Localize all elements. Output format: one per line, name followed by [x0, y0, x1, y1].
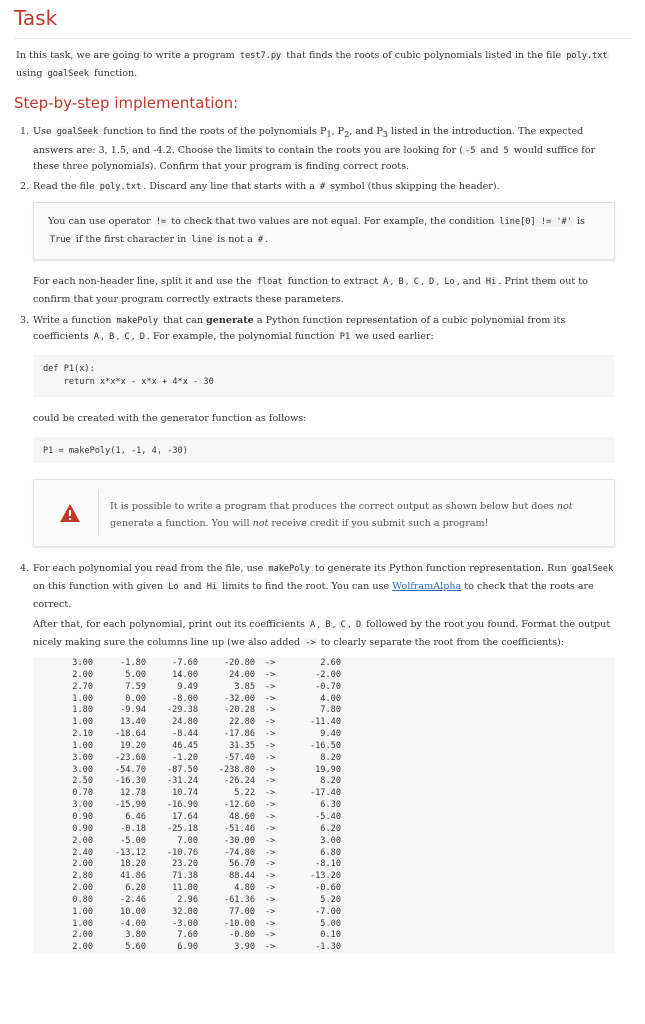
- table-cell: 7.59: [125, 681, 146, 692]
- table-cell: -2.46: [120, 894, 146, 905]
- table-cell: 0.90: [72, 811, 93, 822]
- table-cell-spacer: [341, 907, 615, 919]
- goalseek-name: goalSeek: [47, 69, 89, 79]
- table-cell: -0.70: [315, 681, 341, 692]
- table-cell: 24.00: [229, 669, 255, 680]
- split-instructions: For each non-header line, split it and use the float function to extract A , B , C , D , Lo , and Hi . Print them out to confirm that your program correctly extracts these parameters.: [33, 276, 588, 305]
- table-cell: 7.00: [177, 835, 198, 846]
- warning-icon: [59, 503, 81, 523]
- table-cell: -31.24: [166, 776, 198, 787]
- table-row: [33, 895, 615, 907]
- table-cell-spacer: [341, 729, 615, 741]
- table-cell: ->: [264, 717, 276, 728]
- table-row: [33, 682, 615, 694]
- table-cell: ->: [264, 669, 276, 680]
- table-cell: 0.70: [72, 788, 93, 799]
- table-cell: ->: [264, 658, 276, 668]
- table-cell: -57.40: [223, 752, 255, 763]
- table-cell: -74.80: [223, 847, 255, 858]
- table-cell: 0.10: [320, 930, 341, 941]
- table-cell: 3.00: [72, 764, 93, 775]
- table-cell: 71.38: [172, 871, 198, 882]
- title-divider: [14, 38, 631, 39]
- table-row: [33, 717, 615, 729]
- table-cell: -51.46: [223, 823, 255, 834]
- table-cell: -3.00: [172, 918, 198, 929]
- table-cell: -16.50: [309, 740, 341, 751]
- table-row: [33, 883, 615, 895]
- table-cell-spacer: [341, 670, 615, 682]
- table-cell: 3.90: [234, 942, 255, 953]
- table-cell: 19.90: [315, 764, 341, 775]
- table-row: [33, 765, 615, 777]
- table-cell: 1.00: [72, 906, 93, 917]
- table-cell: -1.20: [172, 752, 198, 763]
- table-cell-spacer: [341, 694, 615, 706]
- table-cell: -32.00: [223, 693, 255, 704]
- table-cell: 3.00: [72, 658, 93, 668]
- table-cell-spacer: [341, 812, 615, 824]
- table-cell: 6.30: [320, 800, 341, 811]
- table-cell-spacer: [341, 753, 615, 765]
- table-cell: 14.00: [172, 669, 198, 680]
- table-row: [33, 942, 615, 954]
- table-cell-spacer: [341, 717, 615, 729]
- table-cell: -23.60: [114, 752, 146, 763]
- table-cell: 2.70: [72, 681, 93, 692]
- table-row: [33, 907, 615, 919]
- program-filename: test7.py: [239, 51, 282, 61]
- table-cell: 3.00: [320, 835, 341, 846]
- table-cell: -17.86: [223, 729, 255, 740]
- table-cell: 2.80: [72, 871, 93, 882]
- table-row: [33, 812, 615, 824]
- table-cell: -0.80: [229, 930, 255, 941]
- table-row: [33, 871, 615, 883]
- table-cell: 6.90: [177, 942, 198, 953]
- table-cell-spacer: [341, 705, 615, 717]
- table-cell: 8.20: [320, 752, 341, 763]
- table-cell: 18.20: [120, 859, 146, 870]
- table-cell: -7.60: [172, 658, 198, 668]
- operator-note: You can use operator != to check that two values are not equal. For example, the condition line[0] != '#' is True if the first character in line is not a # .: [33, 202, 615, 260]
- table-cell: 0.90: [72, 823, 93, 834]
- table-cell: 9.49: [177, 681, 198, 692]
- table-cell: 2.00: [72, 669, 93, 680]
- table-cell: 13.40: [120, 717, 146, 728]
- table-cell: 2.00: [72, 835, 93, 846]
- table-cell-spacer: [341, 800, 615, 812]
- table-cell: ->: [264, 788, 276, 799]
- table-cell: -13.20: [309, 871, 341, 882]
- table-cell: -15.90: [114, 800, 146, 811]
- table-cell: 5.60: [125, 942, 146, 953]
- table-cell: ->: [264, 752, 276, 763]
- results-table: [33, 658, 615, 954]
- table-cell: -25.18: [166, 823, 198, 834]
- table-cell: ->: [264, 859, 276, 870]
- code-block-p1-definition: def P1(x): return x*x*x - x*x + 4*x - 30: [33, 355, 615, 397]
- table-cell: -0.18: [120, 823, 146, 834]
- table-cell: ->: [264, 729, 276, 740]
- table-cell: ->: [264, 764, 276, 775]
- table-cell: 2.00: [72, 942, 93, 953]
- table-cell: -11.40: [309, 717, 341, 728]
- table-cell: ->: [264, 871, 276, 882]
- table-cell: ->: [264, 693, 276, 704]
- table-cell: 11.00: [172, 883, 198, 894]
- table-cell: -2.00: [315, 669, 341, 680]
- table-cell-spacer: [341, 682, 615, 694]
- table-cell: 77.00: [229, 906, 255, 917]
- table-cell: 5.00: [320, 918, 341, 929]
- table-cell: ->: [264, 930, 276, 941]
- table-row: [33, 919, 615, 931]
- table-row: [33, 859, 615, 871]
- table-cell: ->: [264, 705, 276, 716]
- table-cell: 46.45: [172, 740, 198, 751]
- table-cell: 4.80: [234, 883, 255, 894]
- table-cell: 3.00: [72, 752, 93, 763]
- table-cell-spacer: [341, 895, 615, 907]
- intro-paragraph: In this task, we are going to write a program test7.py that finds the roots of cubic polynomials listed in the file poly.txt using goalSeek function.: [16, 50, 608, 79]
- warning-text: It is possible to write a program that produces the correct output as shown below but does not generate a function. You will not receive credit if you submit such a program!: [110, 501, 573, 529]
- table-cell: 2.10: [72, 729, 93, 740]
- table-cell-spacer: [341, 848, 615, 860]
- table-cell: ->: [264, 942, 276, 953]
- table-cell: -29.38: [166, 705, 198, 716]
- table-cell: 56.70: [229, 859, 255, 870]
- table-row: [33, 800, 615, 812]
- table-cell: ->: [264, 811, 276, 822]
- table-cell: ->: [264, 800, 276, 811]
- table-cell: -10.00: [223, 918, 255, 929]
- table-cell: ->: [264, 681, 276, 692]
- table-cell-spacer: [341, 859, 615, 871]
- table-row: [33, 729, 615, 741]
- table-cell: 10.74: [172, 788, 198, 799]
- table-cell-spacer: [341, 776, 615, 788]
- page-title: Task: [14, 6, 58, 30]
- table-cell: ->: [264, 894, 276, 905]
- table-cell-spacer: [341, 765, 615, 777]
- table-cell: ->: [264, 847, 276, 858]
- table-cell: 9.40: [320, 729, 341, 740]
- table-cell: -30.00: [223, 835, 255, 846]
- table-cell: 0.80: [72, 894, 93, 905]
- table-cell: 24.80: [172, 717, 198, 728]
- table-row: [33, 670, 615, 682]
- table-cell: -4.00: [120, 918, 146, 929]
- table-cell: -17.40: [309, 788, 341, 799]
- table-cell: ->: [264, 918, 276, 929]
- table-cell: ->: [264, 883, 276, 894]
- table-cell: -18.64: [114, 729, 146, 740]
- table-row: [33, 788, 615, 800]
- step-3: 3. Write a function makePoly that can generate a Python function representation of a cubic polynomial from its coefficients A , B , C , D . For example, the polynomial function P1 we used earlier:: [20, 315, 566, 342]
- table-cell: 6.80: [320, 847, 341, 858]
- step-1: 1. Use goalSeek function to find the roots of the polynomials $P_1$, $P_2$, and $P_3$ listed in the introduction. The expected answers are: 3, 1.5, and -4.2. Choose the limits to contain the roots you are looking for ( -5 and 5 would suffice for these three polynomials). Confirm that your program is finding correct roots.: [20, 126, 596, 172]
- table-cell: 12.78: [120, 788, 146, 799]
- table-cell: -10.76: [166, 847, 198, 858]
- table-cell-spacer: [341, 658, 615, 670]
- data-filename: poly.txt: [566, 51, 608, 61]
- table-cell: -20.80: [223, 658, 255, 668]
- table-cell-spacer: [341, 942, 615, 954]
- table-cell: 2.50: [72, 776, 93, 787]
- table-cell-spacer: [341, 883, 615, 895]
- table-cell: 5.20: [320, 894, 341, 905]
- table-cell: 6.46: [125, 811, 146, 822]
- table-cell: 88.44: [229, 871, 255, 882]
- table-cell: -61.36: [223, 894, 255, 905]
- section-heading: Step-by-step implementation:: [14, 94, 239, 112]
- table-cell: ->: [264, 823, 276, 834]
- table-cell: 3.85: [234, 681, 255, 692]
- table-cell: 5.00: [125, 669, 146, 680]
- table-cell: -8.44: [172, 729, 198, 740]
- table-cell: -20.28: [223, 705, 255, 716]
- format-instructions: After that, for each polynomial, print out its coefficients A , B , C , D followed by the root you found. Format the output nicely making sure the columns line up (we also added -> to clearly separate the root from the coefficients):: [33, 619, 611, 648]
- table-cell: 2.00: [72, 859, 93, 870]
- table-cell: 2.00: [72, 883, 93, 894]
- table-cell: 0.00: [125, 693, 146, 704]
- table-cell-spacer: [341, 871, 615, 883]
- table-cell: -1.30: [315, 942, 341, 953]
- table-cell: -5.40: [315, 811, 341, 822]
- generator-text: could be created with the generator function as follows:: [33, 413, 307, 424]
- table-cell: -87.50: [166, 764, 198, 775]
- table-cell-spacer: [341, 919, 615, 931]
- table-cell: -16.90: [166, 800, 198, 811]
- warning-callout: [33, 479, 615, 547]
- table-cell: ->: [264, 740, 276, 751]
- step-2: 2. Read the file poly.txt . Discard any line that starts with a # symbol (thus skipping the header).: [20, 181, 500, 192]
- table-cell: -5.00: [120, 835, 146, 846]
- table-cell: 10.00: [120, 906, 146, 917]
- table-cell-spacer: [341, 930, 615, 942]
- table-cell: 2.00: [72, 930, 93, 941]
- warning-divider: [98, 490, 99, 536]
- table-cell: -26.24: [223, 776, 255, 787]
- table-cell: 1.80: [72, 705, 93, 716]
- table-cell: ->: [264, 906, 276, 917]
- table-row: [33, 930, 615, 942]
- table-cell: 2.96: [177, 894, 198, 905]
- table-row: [33, 824, 615, 836]
- table-cell: 22.80: [229, 717, 255, 728]
- table-cell-spacer: [341, 836, 615, 848]
- table-cell: 19.20: [120, 740, 146, 751]
- table-cell: 1.00: [72, 693, 93, 704]
- table-row: [33, 753, 615, 765]
- table-row: [33, 741, 615, 753]
- code-block-makepoly-call: P1 = makePoly(1, -1, 4, -30): [33, 437, 615, 463]
- table-row: [33, 694, 615, 706]
- table-cell: 1.00: [72, 717, 93, 728]
- table-cell: -7.00: [315, 906, 341, 917]
- table-cell: 23.20: [172, 859, 198, 870]
- table-cell: ->: [264, 835, 276, 846]
- table-cell: 8.20: [320, 776, 341, 787]
- table-cell: -8.10: [315, 859, 341, 870]
- table-cell: 2.40: [72, 847, 93, 858]
- table-cell: -9.94: [120, 705, 146, 716]
- table-cell: -1.80: [120, 658, 146, 668]
- table-cell: 48.60: [229, 811, 255, 822]
- table-cell: 6.20: [320, 823, 341, 834]
- table-cell: -54.70: [114, 764, 146, 775]
- table-cell: 41.86: [120, 871, 146, 882]
- wolframalpha-link[interactable]: WolframAlpha: [392, 581, 462, 592]
- table-cell: -0.60: [315, 883, 341, 894]
- table-row: [33, 776, 615, 788]
- table-cell: 1.00: [72, 918, 93, 929]
- table-cell: 3.80: [125, 930, 146, 941]
- table-row: [33, 848, 615, 860]
- table-cell: -12.60: [223, 800, 255, 811]
- table-cell: -16.30: [114, 776, 146, 787]
- table-cell-spacer: [341, 741, 615, 753]
- step-4: 4. For each polynomial you read from the file, use makePoly to generate its Python function representation. Run goalSeek on this function with given Lo and Hi limits to find the root. You can use WolframAlpha to check that the roots are correct.: [20, 563, 614, 610]
- table-cell: 3.00: [72, 800, 93, 811]
- table-row: [33, 658, 615, 670]
- table-row: [33, 836, 615, 848]
- table-cell: -238.80: [218, 764, 255, 775]
- table-cell-spacer: [341, 788, 615, 800]
- table-cell: ->: [264, 776, 276, 787]
- table-cell: 1.00: [72, 740, 93, 751]
- table-cell: 17.64: [172, 811, 198, 822]
- table-cell: 6.20: [125, 883, 146, 894]
- table-cell: -13.12: [114, 847, 146, 858]
- table-cell: 2.60: [320, 658, 341, 668]
- table-cell: 7.60: [177, 930, 198, 941]
- table-cell: 5.22: [234, 788, 255, 799]
- table-cell: 7.80: [320, 705, 341, 716]
- table-cell: -8.00: [172, 693, 198, 704]
- table-cell-spacer: [341, 824, 615, 836]
- table-row: [33, 705, 615, 717]
- table-cell: 4.00: [320, 693, 341, 704]
- table-cell: 31.35: [229, 740, 255, 751]
- table-cell: 32.00: [172, 906, 198, 917]
